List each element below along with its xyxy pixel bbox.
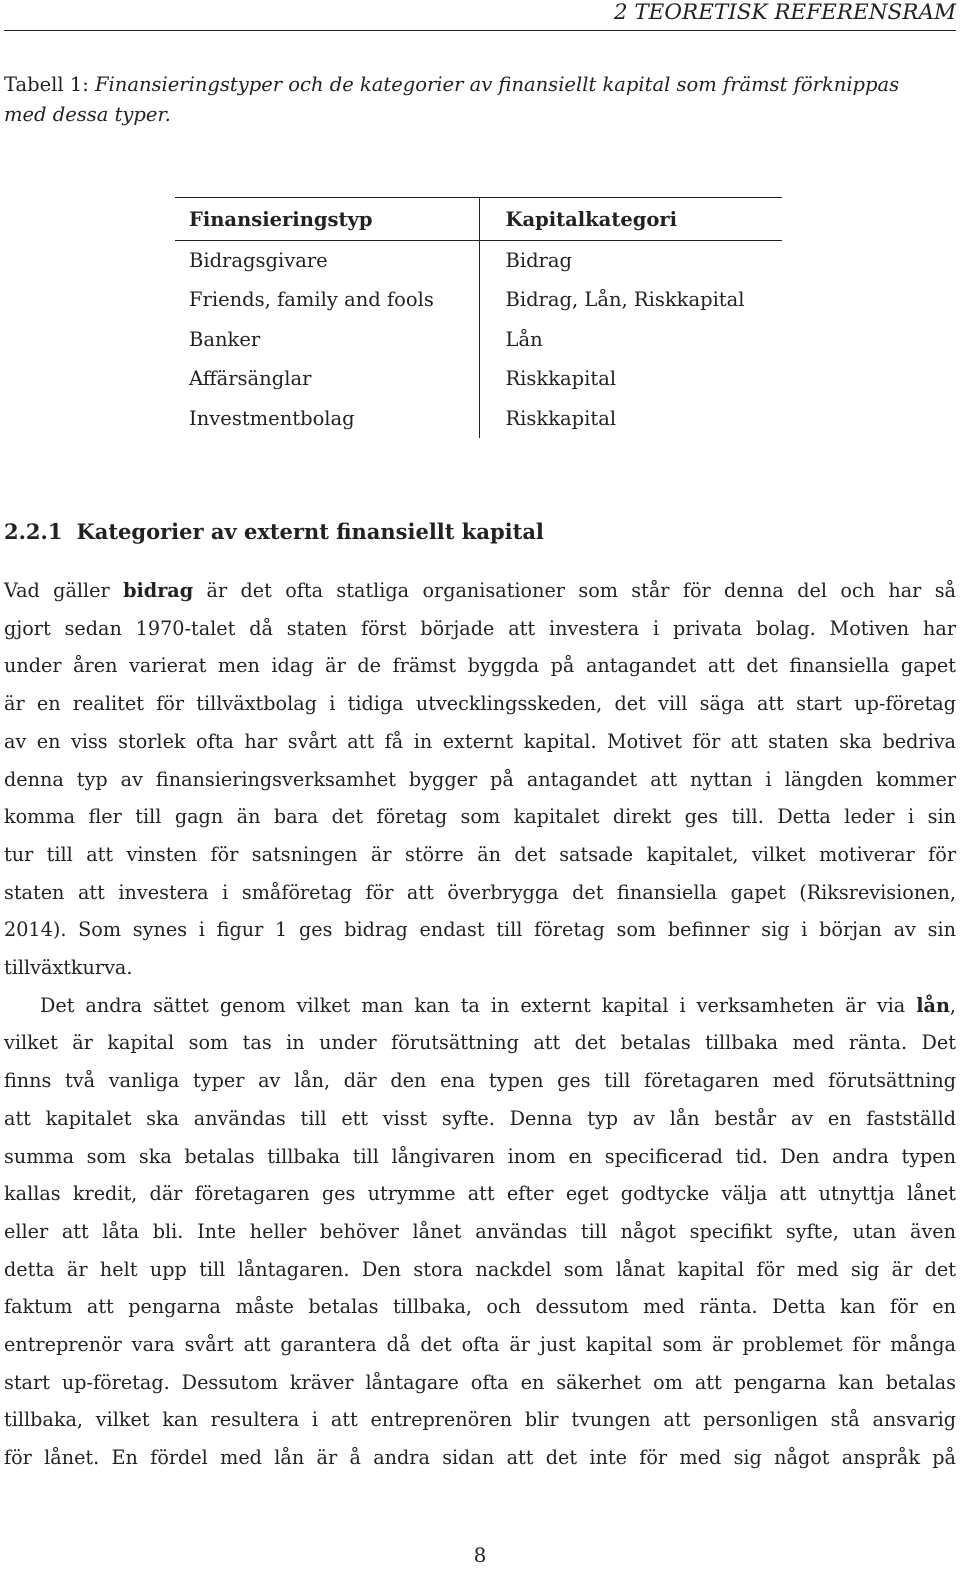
- text-line: faktum att pengarna måste betalas tillbaka, och dessutom med ränta. Detta kan för en: [4, 1295, 956, 1319]
- table-row: [175, 280, 782, 320]
- text-line: kallas kredit, där företagaren ges utrymme att efter eget godtycke välja att utnyttja lånet: [4, 1182, 956, 1206]
- text-span: ,: [949, 993, 956, 1017]
- text-line: av en viss storlek ofta har svårt att få in externt kapital. Motivet för att staten ska bedriva: [4, 729, 956, 753]
- table-row: [175, 320, 782, 360]
- text-span: Vad gäller: [4, 579, 124, 602]
- running-header-title: 2 TEORETISK REFERENSRAM: [613, 0, 956, 25]
- section-title: Kategorier av externt finansiellt kapital: [76, 519, 544, 544]
- text-line: tillväxtkurva.: [4, 956, 133, 980]
- text-line: eller att låta bli. Inte heller behöver lånet användas till något specifikt syfte, utan även: [4, 1219, 956, 1243]
- section-number: 2.2.1: [4, 519, 63, 544]
- running-header: [4, 0, 956, 31]
- column-header-financing-type: Finansieringstyp: [175, 198, 479, 241]
- table-cell: Banker: [175, 320, 479, 360]
- page-number: 8: [473, 1543, 487, 1567]
- table-caption: [4, 70, 956, 130]
- paragraph-grants: [4, 572, 956, 987]
- text-line: tillbaka, vilket kan resultera i att entreprenören blir tvungen att personligen stå ansvarig: [4, 1408, 956, 1432]
- text-line: start up-företag. Dessutom kräver låntagare ofta en säkerhet om att pengarna kan betalas: [4, 1370, 956, 1394]
- emphasis-lan: lån: [916, 993, 950, 1017]
- financing-table: [175, 197, 782, 438]
- body-text: [4, 572, 956, 1477]
- table-row: [175, 359, 782, 399]
- text-line: att kapitalet ska användas till ett visst syfte. Denna typ av lån består av en fastställd: [4, 1106, 956, 1130]
- text-line: [4, 572, 956, 610]
- text-line: staten att investera i småföretag för att överbrygga det finansiella gapet (Riksrevisionen,: [4, 880, 956, 904]
- paragraph-loans: [4, 987, 956, 1477]
- text-span: är det ofta statliga organisationer som står för denna del och har så: [193, 579, 956, 602]
- text-line: entreprenör vara svårt att garantera då det ofta är just kapital som är problemet för många: [4, 1333, 956, 1357]
- table-cell: Bidrag: [505, 249, 572, 272]
- emphasis-bidrag: bidrag: [123, 579, 194, 602]
- table-row: [175, 399, 782, 439]
- table-cell: Riskkapital: [505, 367, 617, 391]
- text-line: för lånet. En fördel med lån är å andra sidan att det inte för med sig något anspråk på: [4, 1446, 956, 1470]
- text-line: komma fler till gagn än bara det företag som kapitalet direkt ges till. Detta leder i sin: [4, 805, 956, 829]
- caption-title-part-1: Finansieringstyper och de kategorier av finansiellt kapital som främst förknippas: [95, 73, 900, 96]
- text-line: summa som ska betalas tillbaka till långivaren inom en specificerad tid. Den andra typen: [4, 1144, 956, 1168]
- text-line: detta är helt upp till låntagaren. Den stora nackdel som lånat kapital för med sig är det: [4, 1257, 956, 1281]
- table-cell: Lån: [505, 327, 543, 351]
- text-line: denna typ av finansieringsverksamhet bygger på antagandet att nyttan i längden kommer: [4, 767, 956, 791]
- table-cell: Bidrag, Lån, Riskkapital: [505, 288, 745, 312]
- table-cell: Bidragsgivare: [175, 241, 479, 281]
- section-heading: [4, 519, 544, 544]
- table-row: [175, 241, 782, 281]
- text-line: gjort sedan 1970-talet då staten först började att investera i privata bolag. Motiven har: [4, 616, 956, 640]
- text-line: vilket är kapital som tas in under förutsättning att det betalas tillbaka med ränta. Det: [4, 1031, 956, 1055]
- table-cell: Riskkapital: [505, 406, 617, 430]
- caption-title-part-2: med dessa typer.: [4, 103, 171, 126]
- table-cell: Friends, family and fools: [175, 280, 479, 320]
- text-line: finns två vanliga typer av lån, där den ena typen ges till företagaren med förutsättning: [4, 1069, 956, 1093]
- text-line: under åren varierat men idag är de främst byggda på antagandet att det finansiella gapet: [4, 654, 956, 678]
- table-cell: Affärsänglar: [175, 359, 479, 399]
- table-header-row: [175, 198, 782, 241]
- text-line: 2014). Som synes i figur 1 ges bidrag endast till företag som befinner sig i början av sin: [4, 918, 956, 942]
- caption-line-1: [4, 70, 956, 100]
- text-line: är en realitet för tillväxtbolag i tidiga utvecklingsskeden, det vill säga att start up-företag: [4, 692, 956, 716]
- caption-label: Tabell 1:: [4, 73, 95, 96]
- column-header-capital-category: Kapitalkategori: [479, 198, 782, 241]
- text-span: Det andra sättet genom vilket man kan ta in externt kapital i verksamheten är via: [40, 993, 917, 1017]
- table-cell: Investmentbolag: [175, 399, 479, 439]
- text-line: tur till att vinsten för satsningen är större än det satsade kapitalet, vilket motiverar för: [4, 842, 956, 866]
- text-line: [4, 987, 956, 1025]
